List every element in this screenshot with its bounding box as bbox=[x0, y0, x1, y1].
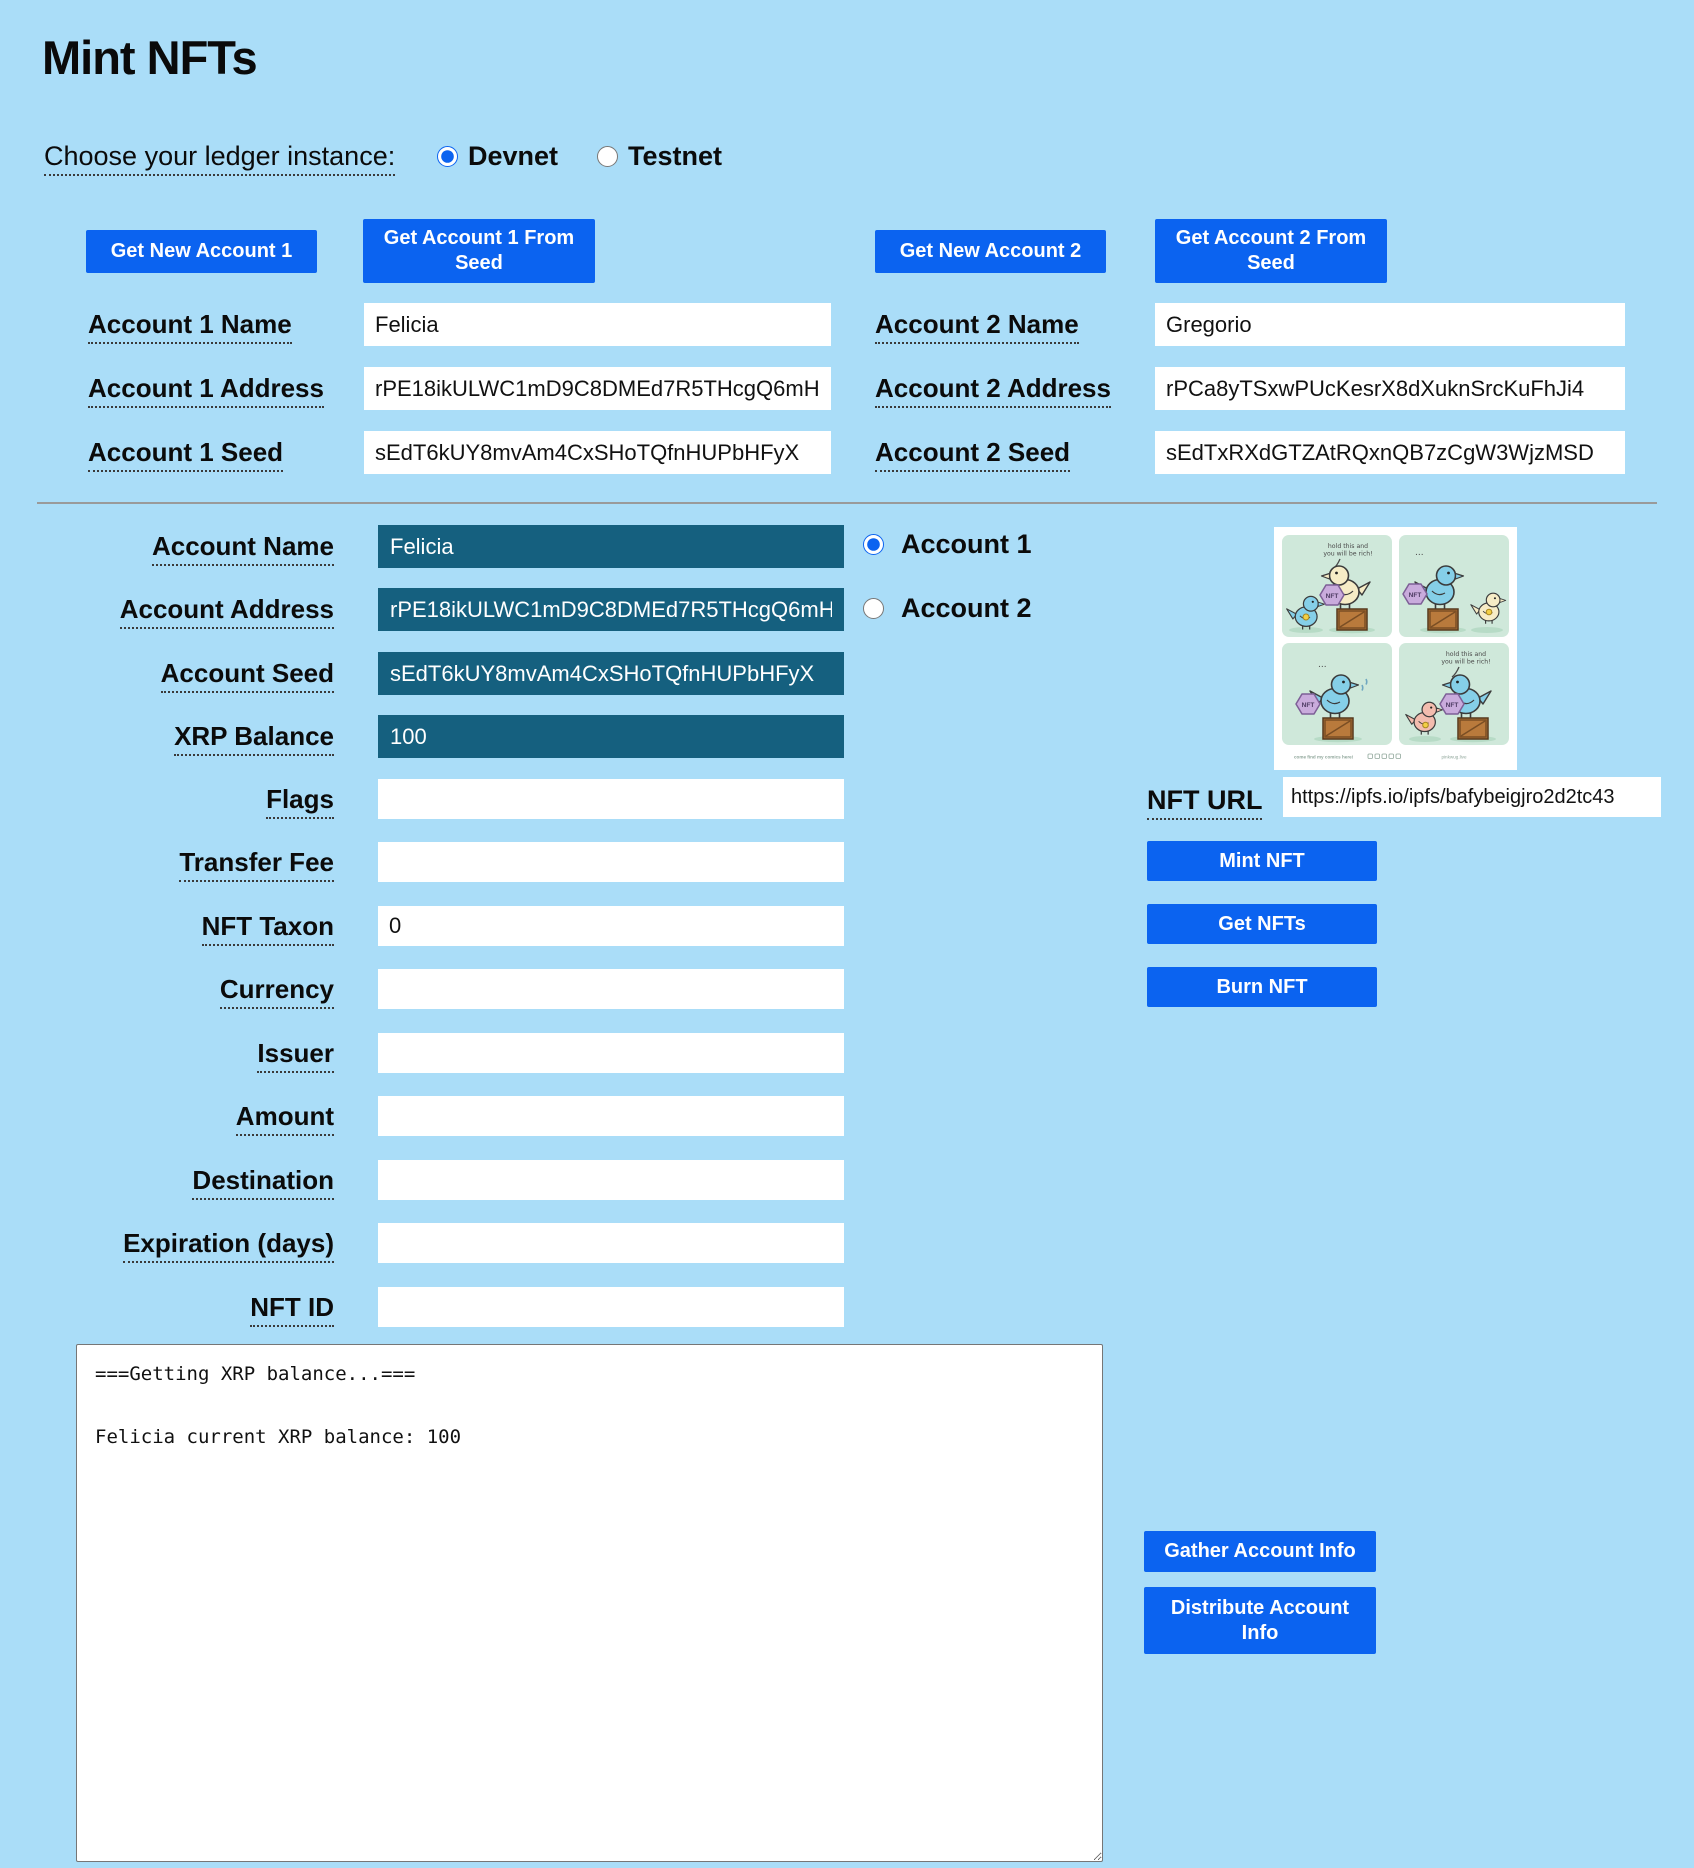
nft-id-label: NFT ID bbox=[0, 1287, 334, 1327]
devnet-radio[interactable] bbox=[437, 146, 458, 167]
account2-address-label: Account 2 Address bbox=[875, 367, 1111, 410]
get-nfts-button[interactable]: Get NFTs bbox=[1147, 904, 1377, 944]
page-title: Mint NFTs bbox=[42, 31, 257, 84]
svg-text:...: ... bbox=[1318, 660, 1327, 670]
get-new-account-2-button[interactable]: Get New Account 2 bbox=[875, 230, 1106, 273]
bird-comic-illustration bbox=[1282, 535, 1509, 762]
account-seed-label: Account Seed bbox=[0, 652, 334, 695]
ledger-instance-label bbox=[44, 141, 395, 172]
currency-label: Currency bbox=[0, 969, 334, 1009]
xrp-balance-label: XRP Balance bbox=[0, 715, 334, 758]
svg-text:hold this and: hold this and bbox=[1445, 651, 1487, 658]
account-address-field[interactable] bbox=[378, 588, 844, 631]
currency-input[interactable] bbox=[378, 969, 844, 1009]
expiration-days-label: Expiration (days) bbox=[0, 1223, 334, 1263]
account1-name-label: Account 1 Name bbox=[88, 303, 292, 346]
nft-url-label: NFT URL bbox=[1147, 781, 1262, 819]
account-seed-field[interactable] bbox=[378, 652, 844, 695]
svg-text:you will be rich!: you will be rich! bbox=[1441, 658, 1491, 666]
svg-text:you will be rich!: you will be rich! bbox=[1323, 550, 1373, 558]
get-account-1-from-seed-button[interactable]: Get Account 1 From Seed bbox=[363, 219, 595, 283]
xrp-balance-field[interactable] bbox=[378, 715, 844, 758]
get-new-account-1-button[interactable]: Get New Account 1 bbox=[86, 230, 317, 273]
amount-label: Amount bbox=[0, 1096, 334, 1136]
account1-name-input[interactable] bbox=[364, 303, 831, 346]
account-2-radio[interactable] bbox=[863, 598, 884, 619]
nft-taxon-input[interactable] bbox=[378, 906, 844, 946]
svg-text:hold this and: hold this and bbox=[1327, 543, 1369, 550]
comic-social-icons bbox=[1368, 754, 1401, 759]
devnet-radio-label: Devnet bbox=[468, 141, 559, 171]
comic-caption-right: pinkwug.live bbox=[1441, 754, 1467, 760]
nft-url-input[interactable] bbox=[1283, 777, 1661, 817]
section-divider bbox=[37, 502, 1657, 504]
account1-address-label: Account 1 Address bbox=[88, 367, 324, 410]
expiration-days-input[interactable] bbox=[378, 1223, 844, 1263]
account2-seed-label: Account 2 Seed bbox=[875, 431, 1070, 474]
account-name-label: Account Name bbox=[0, 525, 334, 568]
transfer-fee-input[interactable] bbox=[378, 842, 844, 882]
comic-caption-left: come find my comics here! bbox=[1294, 754, 1354, 760]
account2-seed-input[interactable] bbox=[1155, 431, 1625, 474]
comic-panel-2 bbox=[1399, 535, 1509, 637]
account1-address-input[interactable] bbox=[364, 367, 831, 410]
transfer-fee-label: Transfer Fee bbox=[0, 842, 334, 882]
account-1-radio-label: Account 1 bbox=[901, 529, 1032, 559]
account2-address-input[interactable] bbox=[1155, 367, 1625, 410]
destination-label: Destination bbox=[0, 1160, 334, 1200]
flags-label: Flags bbox=[0, 779, 334, 819]
burn-nft-button[interactable]: Burn NFT bbox=[1147, 967, 1377, 1007]
account-2-radio-label: Account 2 bbox=[901, 593, 1032, 623]
account-1-radio[interactable] bbox=[863, 534, 884, 555]
issuer-label: Issuer bbox=[0, 1033, 334, 1073]
destination-input[interactable] bbox=[378, 1160, 844, 1200]
nft-taxon-label: NFT Taxon bbox=[0, 906, 334, 946]
comic-panel-4 bbox=[1399, 643, 1509, 745]
comic-panel-1 bbox=[1282, 535, 1392, 637]
get-account-2-from-seed-button[interactable]: Get Account 2 From Seed bbox=[1155, 219, 1387, 283]
account2-name-input[interactable] bbox=[1155, 303, 1625, 346]
testnet-radio-label: Testnet bbox=[628, 141, 723, 171]
account1-seed-input[interactable] bbox=[364, 431, 831, 474]
amount-input[interactable] bbox=[378, 1096, 844, 1136]
account-name-field[interactable] bbox=[378, 525, 844, 568]
distribute-account-info-button[interactable]: Distribute Account Info bbox=[1144, 1587, 1376, 1654]
mint-nft-button[interactable]: Mint NFT bbox=[1147, 841, 1377, 881]
nft-id-input[interactable] bbox=[378, 1287, 844, 1327]
results-output-textarea[interactable] bbox=[76, 1344, 1103, 1862]
issuer-input[interactable] bbox=[378, 1033, 844, 1073]
nft-preview-image bbox=[1274, 527, 1517, 770]
ledger-instance-label-text: Choose your ledger instance: bbox=[44, 141, 395, 176]
account2-name-label: Account 2 Name bbox=[875, 303, 1079, 346]
account1-seed-label: Account 1 Seed bbox=[88, 431, 283, 474]
flags-input[interactable] bbox=[378, 779, 844, 819]
gather-account-info-button[interactable]: Gather Account Info bbox=[1144, 1531, 1376, 1572]
comic-panel-3 bbox=[1282, 643, 1392, 745]
svg-text:...: ... bbox=[1415, 548, 1424, 558]
testnet-radio[interactable] bbox=[597, 146, 618, 167]
account-address-label: Account Address bbox=[0, 588, 334, 631]
